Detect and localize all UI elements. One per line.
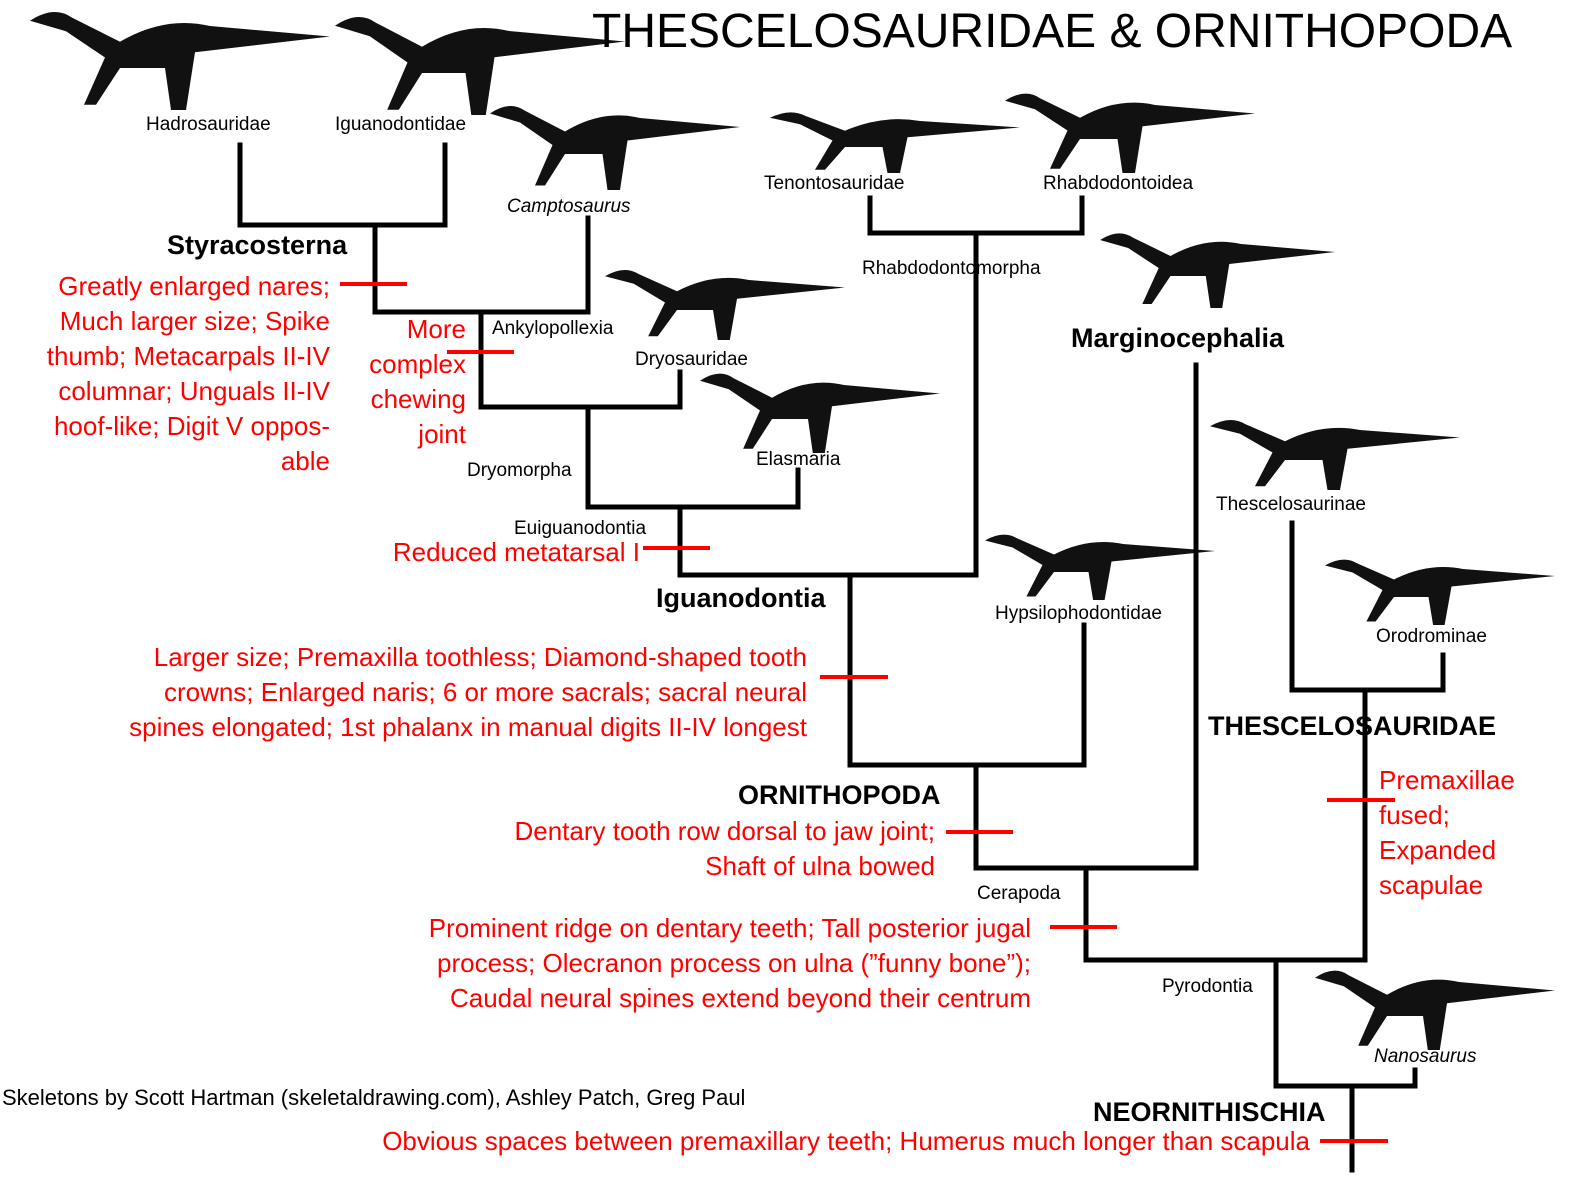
branch-thescelosauridae — [1292, 523, 1443, 690]
skeleton-illustration — [1210, 420, 1460, 490]
character-line: columnar; Unguals II-IV — [58, 376, 330, 406]
character-line: spines elongated; 1st phalanx in manual digits II-IV longest — [129, 712, 807, 742]
clade-thescelosauridae: THESCELOSAURIDAE — [1208, 711, 1497, 741]
character-line: Prominent ridge on dentary teeth; Tall posterior jugal — [428, 913, 1031, 943]
characters-iguanodontia — [129, 640, 807, 745]
branch-rhabdodontomorpha — [870, 198, 1082, 233]
skeleton-illustration — [1315, 971, 1555, 1050]
taxon-cerapoda: Cerapoda — [977, 883, 1061, 904]
skeleton-illustration — [605, 270, 845, 340]
image-credit: Skeletons by Scott Hartman (skeletaldrawing.com), Ashley Patch, Greg Paul — [2, 1085, 746, 1110]
characters-euiguanodontia — [393, 535, 640, 570]
character-line: Much larger size; Spike — [59, 306, 330, 336]
clade-iguanodontia: Iguanodontia — [656, 583, 826, 613]
character-line: scapulae — [1379, 870, 1484, 900]
taxon-thescelosaurinae: Thescelosaurinae — [1216, 494, 1366, 515]
character-line: able — [280, 446, 330, 476]
taxon-nanosaurus: Nanosaurus — [1374, 1046, 1477, 1067]
character-line: Expanded — [1379, 835, 1497, 865]
taxon-camptosaurus: Camptosaurus — [507, 196, 631, 217]
character-line: Reduced metatarsal I — [392, 537, 640, 567]
skeleton-illustration — [1100, 233, 1335, 308]
taxon-rhabdodontomorpha: Rhabdodontomorpha — [862, 258, 1041, 279]
skeleton-illustration — [1005, 94, 1255, 173]
character-line: Premaxillae — [1379, 765, 1515, 795]
character-line: Shaft of ulna bowed — [705, 851, 935, 881]
taxon-dryosauridae: Dryosauridae — [635, 349, 748, 370]
taxon-iguanodontidae: Iguanodontidae — [335, 114, 467, 135]
clade-styracosterna: Styracosterna — [167, 230, 348, 260]
character-line: Greatly enlarged nares; — [58, 271, 330, 301]
characters-styracosterna — [47, 269, 330, 479]
character-line: thumb; Metacarpals II-IV — [46, 341, 330, 371]
character-line: hoof-like; Digit V oppos- — [53, 411, 330, 441]
clade-marginocephalia: Marginocephalia — [1071, 323, 1285, 353]
character-line: joint — [418, 419, 466, 449]
taxon-rhabdodontoidea: Rhabdodontoidea — [1043, 173, 1194, 194]
taxon-euiguanodontia: Euiguanodontia — [514, 518, 647, 539]
taxon-orodrominae: Orodrominae — [1376, 626, 1487, 647]
clade-ornithopoda: ORNITHOPODA — [738, 780, 941, 810]
taxon-dryomorpha: Dryomorpha — [467, 460, 572, 481]
taxon-pyrodontia: Pyrodontia — [1162, 976, 1253, 997]
character-line: More — [406, 314, 466, 344]
character-line: process; Olecranon process on ulna (”funny bone”); — [437, 948, 1031, 978]
character-line: crowns; Enlarged naris; 6 or more sacrals; sacral neural — [163, 677, 807, 707]
character-line: complex — [369, 349, 466, 379]
skeleton-illustration — [985, 535, 1215, 600]
character-line: Larger size; Premaxilla toothless; Diamond-shaped tooth — [153, 642, 807, 672]
character-line: Obvious spaces between premaxillary teeth; Humerus much longer than scapula — [382, 1126, 1310, 1156]
branch-hadro-iguanodontidae — [240, 145, 445, 225]
characters-cerapoda — [429, 911, 1031, 1016]
character-line: fused; — [1379, 800, 1450, 830]
taxon-hadrosauridae: Hadrosauridae — [146, 114, 271, 135]
taxon-ankylopollexia: Ankylopollexia — [492, 318, 614, 339]
skeleton-illustration — [700, 374, 940, 453]
branch-styracosterna — [375, 218, 588, 312]
characters-neornithischia — [382, 1124, 1310, 1159]
characters-thescelosauridae — [1379, 763, 1515, 903]
character-line: Caudal neural spines extend beyond their centrum — [449, 983, 1031, 1013]
taxon-tenontosauridae: Tenontosauridae — [764, 173, 905, 194]
characters-ankylopollexia — [369, 312, 466, 452]
skeleton-illustration — [770, 112, 1020, 173]
skeleton-illustration — [30, 12, 330, 110]
characters-ornithopoda — [514, 814, 935, 884]
character-line: chewing — [370, 384, 466, 414]
character-line: Dentary tooth row dorsal to jaw joint; — [514, 816, 935, 846]
skeleton-illustration — [1325, 560, 1555, 625]
taxon-elasmaria: Elasmaria — [756, 449, 841, 470]
clade-neornithischia: NEORNITHISCHIA — [1093, 1097, 1326, 1127]
skeleton-illustration — [335, 17, 625, 115]
skeleton-illustration — [490, 106, 740, 190]
diagram-title: THESCELOSAURIDAE & ORNITHOPODA — [592, 5, 1513, 58]
taxon-hypsilophodontidae: Hypsilophodontidae — [995, 603, 1162, 624]
